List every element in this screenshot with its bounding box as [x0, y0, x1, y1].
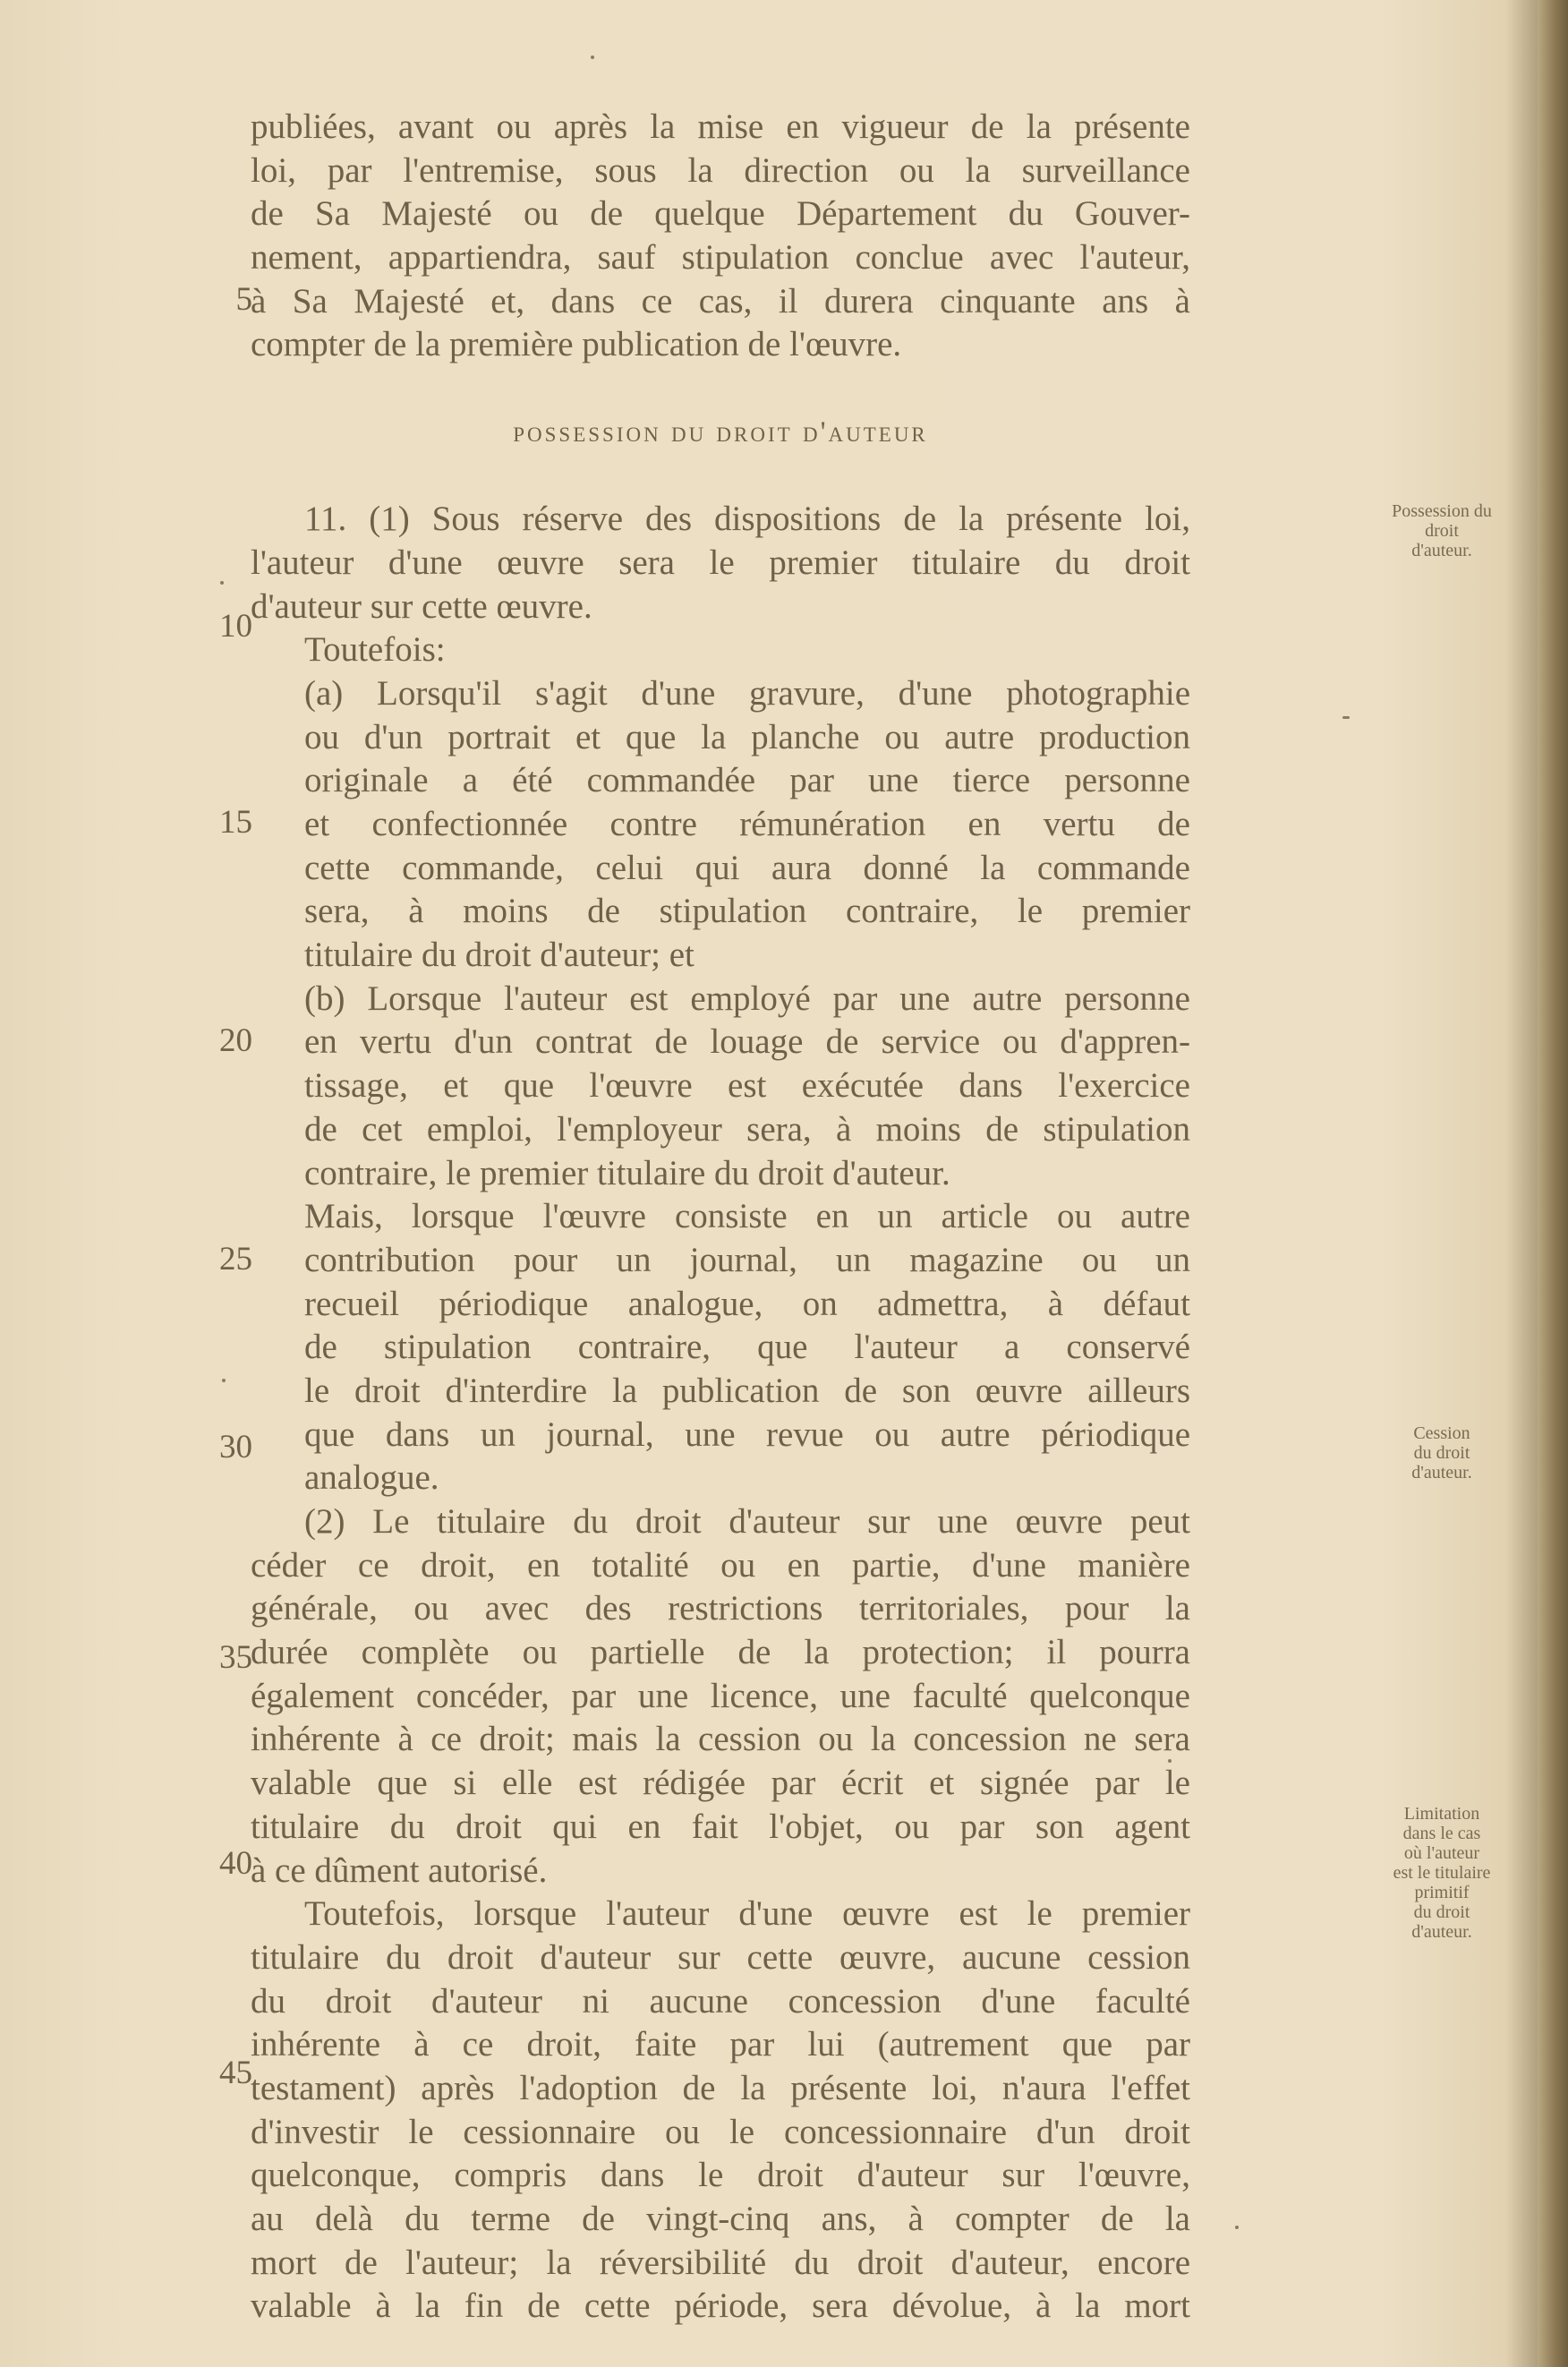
text-line: de cet emploi, l'employeur sera, à moins de stipulation: [304, 1109, 1190, 1149]
section-heading: possession du droit d'auteur: [513, 415, 928, 449]
text-line: inhérente à ce droit, faite par lui (autrement que par: [251, 2025, 1190, 2064]
text-line: titulaire du droit d'auteur; et: [304, 936, 695, 975]
line-number: 25: [219, 1241, 252, 1277]
text-line: à Sa Majesté et, dans ce cas, il durera cinquante ans à: [251, 281, 1190, 320]
text-line: titulaire du droit d'auteur sur cette œuvre, aucune cession: [251, 1937, 1190, 1977]
text-line: d'investir le cessionnaire ou le concessionnaire d'un droit: [251, 2112, 1190, 2151]
text-line: Toutefois:: [304, 630, 446, 670]
text-line: de Sa Majesté ou de quelque Département du Gouver-: [251, 194, 1190, 234]
margin-note-line: d'auteur.: [1411, 541, 1472, 560]
margin-note-line: d'auteur.: [1411, 1463, 1472, 1483]
text-line: compter de la première publication de l'œuvre.: [251, 325, 902, 364]
text-line: au delà du terme de vingt-cinq ans, à compter de la: [251, 2200, 1190, 2238]
text-line: de stipulation contraire, que l'auteur a conservé: [304, 1328, 1190, 1367]
margin-note-line: du droit: [1413, 1902, 1470, 1922]
text-line: quelconque, compris dans le droit d'auteur sur l'œuvre,: [251, 2156, 1190, 2195]
text-line: sera, à moins de stipulation contraire, le premier: [304, 892, 1190, 931]
text-line: 11. (1) Sous réserve des dispositions de la présente loi,: [304, 500, 1190, 539]
text-line: loi, par l'entremise, sous la direction ou la surveillance: [251, 150, 1190, 190]
text-line: et confectionnée contre rémunération en vertu de: [304, 805, 1190, 843]
line-number: 30: [219, 1429, 252, 1465]
line-number: 40: [219, 1845, 252, 1882]
text-line: en vertu d'un contrat de louage de service ou d'appren-: [304, 1022, 1190, 1062]
margin-note-line: d'auteur.: [1411, 1922, 1472, 1942]
margin-note-line: Possession du: [1392, 501, 1492, 521]
text-line: tissage, et que l'œuvre est exécutée dans l'exercice: [304, 1066, 1190, 1106]
paper-speck: [591, 56, 594, 59]
margin-note-line: du droit: [1413, 1443, 1470, 1463]
text-line: à ce dûment autorisé.: [251, 1850, 548, 1890]
paper-speck: [1235, 2226, 1239, 2229]
text-line: d'auteur sur cette œuvre.: [251, 586, 592, 626]
text-line: Toutefois, lorsque l'auteur d'une œuvre est le premier: [304, 1894, 1190, 1934]
text-line: générale, ou avec des restrictions territoriales, pour la: [251, 1589, 1190, 1628]
line-number: 45: [219, 2055, 252, 2091]
text-line: du droit d'auteur ni aucune concession d'une faculté: [251, 1981, 1190, 2021]
line-number: 5: [235, 281, 252, 318]
text-line: ou d'un portrait et que la planche ou autre production: [304, 717, 1190, 756]
margin-note-line: dans le cas: [1402, 1824, 1481, 1843]
margin-note-possession: [1375, 501, 1509, 560]
text-line: céder ce droit, en totalité ou en partie, d'une manière: [251, 1545, 1190, 1585]
body-text: [251, 106, 1190, 2329]
paper-speck: [1342, 716, 1350, 719]
text-line: nement, appartiendra, sauf stipulation conclue avec l'auteur,: [251, 238, 1190, 278]
paper-speck: [222, 1379, 226, 1382]
line-number: 20: [219, 1022, 252, 1059]
text-line: le droit d'interdire la publication de son œuvre ailleurs: [304, 1371, 1190, 1410]
text-line: contraire, le premier titulaire du droit d'auteur.: [304, 1153, 950, 1192]
line-number: 10: [219, 608, 252, 645]
blank-line: [251, 367, 1190, 411]
text-line: contribution pour un journal, un magazine ou un: [304, 1240, 1190, 1279]
text-line: également concéder, par une licence, une faculté quelconque: [251, 1676, 1190, 1715]
text-line: que dans un journal, une revue ou autre périodique: [304, 1414, 1190, 1454]
text-line: inhérente à ce droit; mais la cession ou la concession ne sera: [251, 1720, 1190, 1759]
margin-note-line: Limitation: [1403, 1804, 1480, 1824]
text-line: recueil périodique analogue, on admettra, à défaut: [304, 1284, 1190, 1323]
margin-note-line: primitif: [1414, 1883, 1470, 1902]
text-line: valable à la fin de cette période, sera dévolue, à la mort: [251, 2286, 1190, 2326]
line-number: 35: [219, 1639, 252, 1676]
margin-note-line: est le titulaire: [1393, 1863, 1491, 1883]
text-line: analogue.: [304, 1458, 439, 1498]
margin-note-limitation: [1375, 1804, 1509, 1942]
text-line: mort de l'auteur; la réversibilité du droit d'auteur, encore: [251, 2243, 1190, 2282]
margin-note-cession: [1375, 1423, 1509, 1483]
margin-note-line: Cession: [1413, 1423, 1470, 1443]
paper-speck: [1168, 1759, 1172, 1763]
margin-note-line: droit: [1425, 521, 1459, 541]
page-binding-edge: [1538, 0, 1568, 2367]
paper-speck: [220, 581, 224, 585]
text-line: publiées, avant ou après la mise en vigueur de la présente: [251, 107, 1190, 146]
text-line: (a) Lorsqu'il s'agit d'une gravure, d'une photographie: [304, 673, 1190, 713]
text-line: testament) après l'adoption de la présente loi, n'aura l'effet: [251, 2068, 1190, 2107]
text-line: l'auteur d'une œuvre sera le premier titulaire du droit: [251, 543, 1190, 582]
text-line: cette commande, celui qui aura donné la commande: [304, 848, 1190, 887]
text-line: (b) Lorsque l'auteur est employé par une autre personne: [304, 978, 1190, 1018]
text-line: (2) Le titulaire du droit d'auteur sur une œuvre peut: [304, 1502, 1190, 1541]
margin-note-line: où l'auteur: [1403, 1843, 1480, 1863]
text-line: Mais, lorsque l'œuvre consiste en un article ou autre: [304, 1197, 1190, 1236]
text-line: valable que si elle est rédigée par écrit et signée par le: [251, 1764, 1190, 1803]
text-line: durée complète ou partielle de la protection; il pourra: [251, 1633, 1190, 1672]
text-line: titulaire du droit qui en fait l'objet, ou par son agent: [251, 1807, 1190, 1846]
text-line: originale a été commandée par une tierce personne: [304, 761, 1190, 800]
blank-line: [251, 455, 1190, 499]
line-number: 15: [219, 804, 252, 841]
